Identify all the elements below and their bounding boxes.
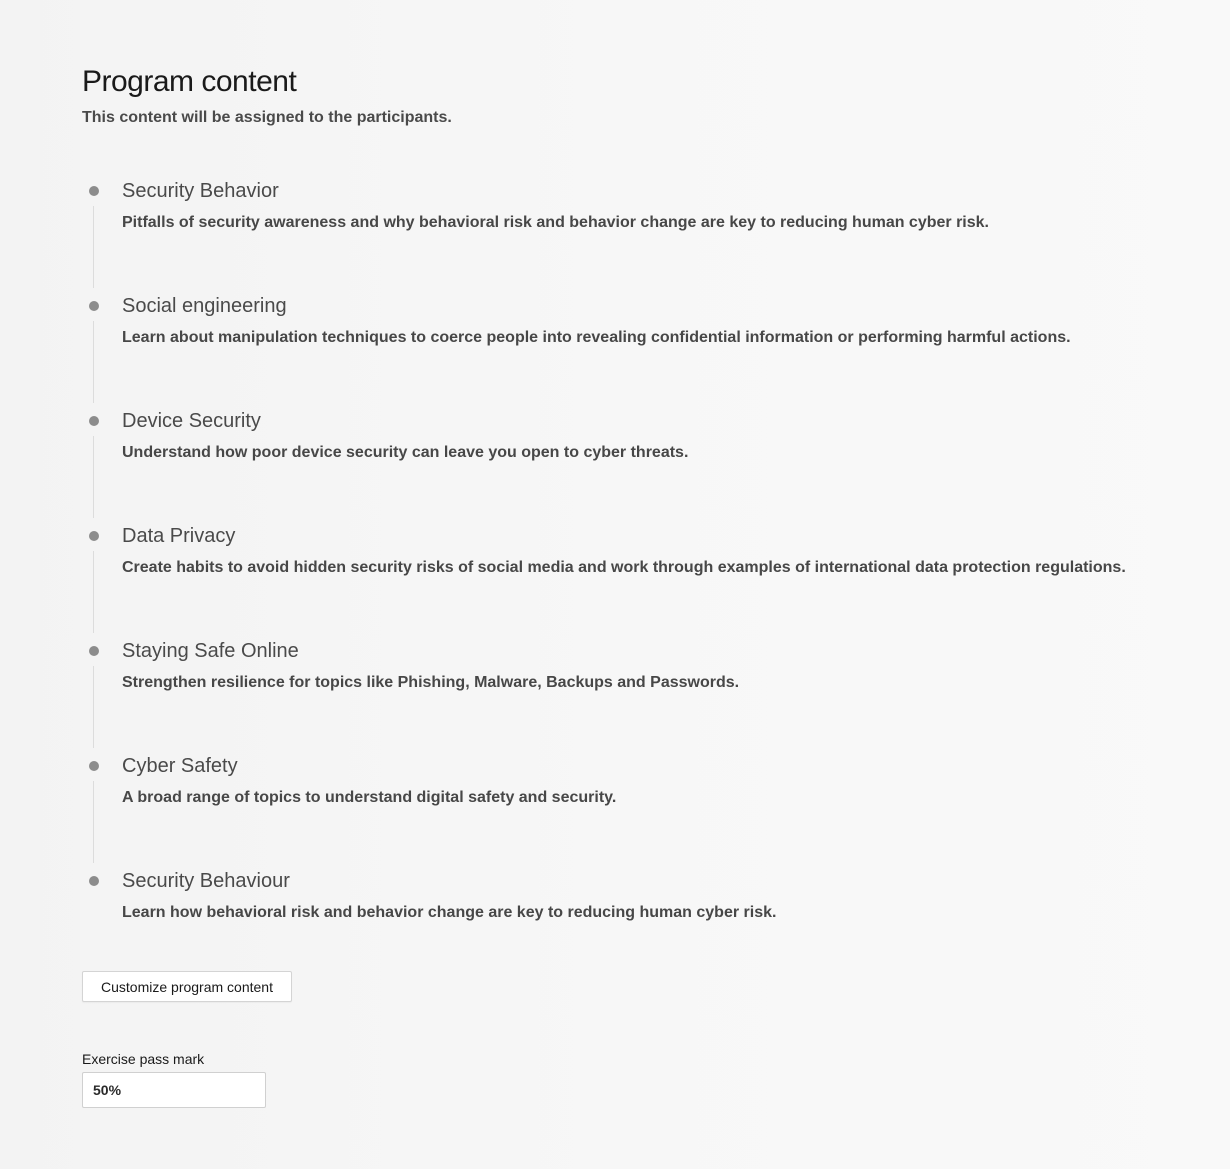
timeline-dot-icon: [89, 416, 99, 426]
program-item-title: Security Behaviour: [122, 870, 290, 892]
pass-mark-label: Exercise pass mark: [82, 1051, 205, 1067]
timeline-dot-icon: [89, 301, 99, 311]
timeline-connector: [93, 436, 94, 518]
timeline-dot-icon: [89, 531, 99, 541]
program-item-staying-safe-online: [82, 636, 1202, 751]
program-item-device-security: [82, 406, 1202, 521]
program-item-description: Learn about manipulation techniques to coerce people into revealing confidential information or performing harmful actions.: [122, 329, 1071, 346]
program-item-security-behaviour: [82, 866, 1202, 981]
program-item-description: Learn how behavioral risk and behavior change are key to reducing human cyber risk.: [122, 904, 777, 921]
program-item-description: A broad range of topics to understand digital safety and security.: [122, 789, 617, 806]
program-item-data-privacy: [82, 521, 1202, 636]
program-item-cyber-safety: [82, 751, 1202, 866]
customize-program-content-button[interactable]: Customize program content: [82, 971, 292, 1002]
program-item-title: Cyber Safety: [122, 755, 238, 777]
timeline-dot-icon: [89, 761, 99, 771]
program-item-title: Data Privacy: [122, 525, 236, 547]
page-title: Program content: [82, 65, 297, 98]
timeline-connector: [93, 321, 94, 403]
program-item-title: Social engineering: [122, 295, 287, 317]
timeline-connector: [93, 781, 94, 863]
program-item-social-engineering: [82, 291, 1202, 406]
pass-mark-input[interactable]: [82, 1072, 266, 1108]
program-item-title: Device Security: [122, 410, 261, 432]
timeline-dot-icon: [89, 876, 99, 886]
program-item-description: Understand how poor device security can leave you open to cyber threats.: [122, 444, 689, 461]
timeline-connector: [93, 206, 94, 288]
page-subtitle: This content will be assigned to the participants.: [82, 109, 452, 126]
program-timeline: [82, 176, 1202, 981]
timeline-connector: [93, 666, 94, 748]
program-item-title: Staying Safe Online: [122, 640, 299, 662]
program-item-security-behavior: [82, 176, 1202, 291]
program-item-title: Security Behavior: [122, 180, 279, 202]
program-item-description: Pitfalls of security awareness and why behavioral risk and behavior change are key to reducing human cyber risk.: [122, 214, 989, 231]
program-item-description: Create habits to avoid hidden security risks of social media and work through examples of international data protection regulations.: [122, 559, 1126, 576]
timeline-dot-icon: [89, 646, 99, 656]
program-item-description: Strengthen resilience for topics like Phishing, Malware, Backups and Passwords.: [122, 674, 740, 691]
timeline-dot-icon: [89, 186, 99, 196]
timeline-connector: [93, 551, 94, 633]
